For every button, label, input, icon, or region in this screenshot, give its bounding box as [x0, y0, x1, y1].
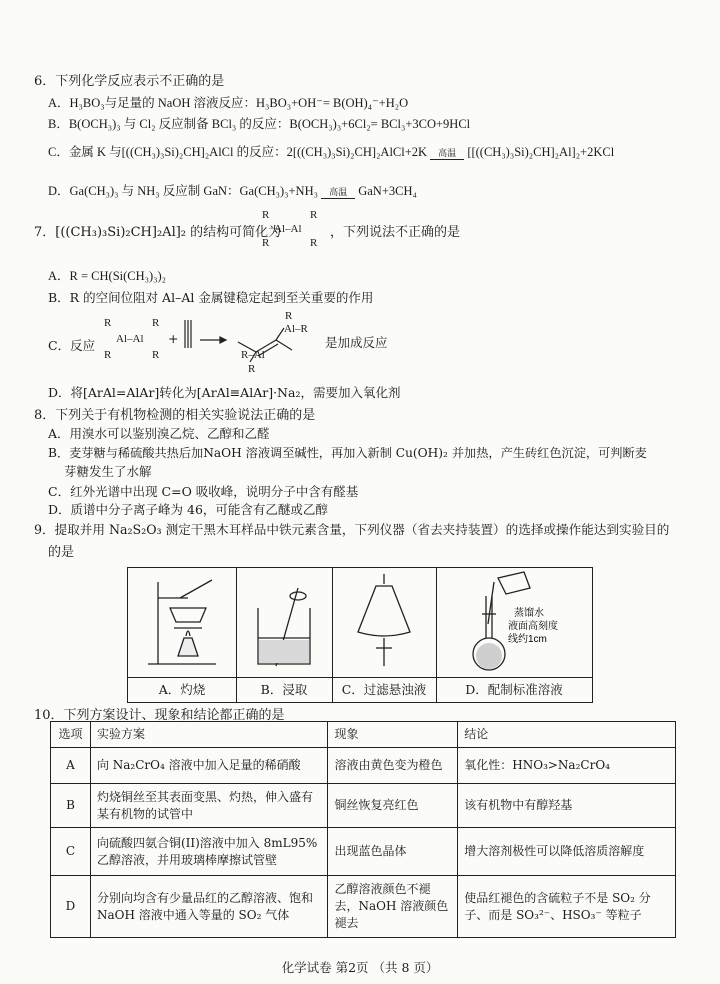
- table-header-row: [51, 722, 676, 748]
- q7-option-c-label: C．反应: [48, 338, 96, 353]
- row-label: D: [51, 876, 91, 938]
- row-conclusion: 增大溶剂极性可以降低溶质溶解度: [458, 828, 676, 876]
- apparatus-b: [236, 568, 333, 702]
- condition-text: 高温: [329, 187, 348, 197]
- table-row: [51, 876, 676, 938]
- q10-stem: 10．下列方案设计、现象和结论都正确的是: [34, 708, 285, 723]
- reaction-condition-arrow: [430, 149, 464, 160]
- alkyne-symbol: [185, 320, 191, 348]
- row-phenomenon: 出现蓝色晶体: [328, 828, 458, 876]
- plus-sign: +: [168, 331, 179, 346]
- row-plan: 向 Na₂CrO₄ 溶液中加入足量的稀硝酸: [90, 748, 328, 784]
- row-label: B: [51, 784, 91, 828]
- q8-stem: 8．下列关于有机物检测的相关实验说法正确的是: [34, 408, 316, 423]
- q8-option-b-line2: 芽糖发生了水解: [64, 464, 152, 479]
- r-group: R: [262, 209, 270, 221]
- page-footer: 化学试卷 第2页 （共 8 页）: [281, 960, 439, 975]
- q6-option-c: [48, 142, 614, 160]
- apparatus-a-label: A．灼烧: [158, 682, 206, 697]
- q6-option-d-left: D．Ga(CH₃)₃ 与 NH₃ 反应制 GaN：Ga(CH₃)₃+NH₃: [48, 184, 318, 198]
- q6-option-b: B．B(OCH₃)₃ 与 Cl₂ 反应制备 BCl₃ 的反应：B(OCH₃)₃+6Cl₂= BCl₃+3CO+9HCl: [48, 117, 471, 131]
- row-phenomenon: 乙醇溶液颜色不褪去，NaOH 溶液颜色褪去: [328, 876, 458, 938]
- q6-option-c-right: [[((CH₃)₃Si)₂CH]₂Al]₂+2KCl: [467, 145, 615, 159]
- row-plan: 向硫酸四氨合铜(II)溶液中加入 8mL95% 乙醇溶液，并用玻璃棒摩擦试管壁: [90, 828, 328, 876]
- header-option: 选项: [51, 722, 91, 748]
- product-r-al: R–Al: [241, 349, 265, 361]
- q6-option-a: A．H₃BO₃与足量的 NaOH 溶液反应：H₃BO₃+OH⁻= B(OH)₄⁻+H₂O: [48, 96, 409, 110]
- r-group: R: [152, 349, 160, 361]
- q8-option-b-line1: B．麦芽糖与稀硫酸共热后加NaOH 溶液调至碱性，再加入新制 Cu(OH)₂ 并加热，产生砖红色沉淀，可判断麦: [48, 446, 647, 460]
- r-group: R: [310, 237, 318, 249]
- row-conclusion: 氧化性：HNO₃>Na₂CrO₄: [458, 748, 676, 784]
- apparatus-b-label: B．浸取: [260, 682, 308, 697]
- condition-text: 高温: [438, 148, 457, 158]
- q9-stem-line2: 的是: [48, 545, 75, 560]
- product-r-bottom: R: [248, 363, 256, 375]
- row-phenomenon: 溶液由黄色变为橙色: [328, 748, 458, 784]
- r-group: R: [310, 209, 318, 221]
- q6-stem: 6．下列化学反应表示不正确的是: [34, 74, 225, 89]
- header-conclusion: 结论: [458, 722, 676, 748]
- reactant-al-dimer: [104, 313, 174, 363]
- product-al-r: Al–R: [284, 323, 308, 335]
- table-row: [51, 784, 676, 828]
- q9-stem-line1: 9．提取并用 Na₂S₂O₃ 测定干黑木耳样品中铁元素含量，下列仪器（省去夹持装置）的选择或操作能达到实验目的: [34, 522, 670, 537]
- q7-stem-right: ，下列说法不正确的是: [330, 225, 461, 240]
- r-group: R: [104, 349, 112, 361]
- al-dimer-structure: [262, 209, 332, 251]
- reaction-arrow: [200, 337, 226, 343]
- row-label: C: [51, 828, 91, 876]
- q8-option-c: C．红外光谱中出现 C=O 吸收峰，说明分子中含有醛基: [48, 484, 359, 499]
- r-group: R: [262, 237, 270, 249]
- q7-option-c-text: 是加成反应: [325, 335, 388, 350]
- d-note-1: 蒸馏水: [514, 608, 544, 619]
- row-conclusion: 该有机物中有醇羟基: [458, 784, 676, 828]
- r-group: R: [152, 317, 160, 329]
- q7-option-b: B．R 的空间位阻对 Al–Al 金属键稳定起到至关重要的作用: [48, 290, 374, 305]
- d-note-2: 液面高刻度: [508, 621, 558, 632]
- header-plan: 实验方案: [90, 722, 328, 748]
- separatory-funnel-drawing: [332, 568, 436, 676]
- table-row: [51, 748, 676, 784]
- beaker-drawing: [236, 568, 332, 676]
- al-al-bond: Al–Al: [274, 223, 302, 235]
- volumetric-flask-drawing: [436, 568, 592, 676]
- apparatus-c: [332, 568, 437, 702]
- q10-table: [50, 721, 676, 938]
- q7-stem-left: 7．[((CH₃)₃Si)₂CH]₂Al]₂ 的结构可简化为: [34, 225, 282, 240]
- al-al-bond: Al–Al: [116, 333, 144, 345]
- q8-option-a: A．用溴水可以鉴别溴乙烷、乙醇和乙醛: [48, 426, 270, 441]
- row-phenomenon: 铜丝恢复亮红色: [328, 784, 458, 828]
- header-phenomenon: 现象: [328, 722, 458, 748]
- row-plan: 分别向均含有少量品红的乙醇溶液、饱和 NaOH 溶液中通入等量的 SO₂ 气体: [90, 876, 328, 938]
- product-r-top: R: [285, 310, 293, 322]
- q8-option-d: D．质谱中分子离子峰为 46，可能含有乙醚或乙醇: [48, 502, 328, 517]
- row-plan: 灼烧铜丝至其表面变黑、灼热，伸入盛有某有机物的试管中: [90, 784, 328, 828]
- q6-option-c-left: C．金属 K 与[((CH₃)₃Si)₂CH]₂AlCl 的反应：2[((CH₃)₃Si)₂CH]₂AlCl+2K: [48, 145, 428, 159]
- table-row: [51, 828, 676, 876]
- r-group: R: [104, 317, 112, 329]
- row-label: A: [51, 748, 91, 784]
- q6-option-d: [48, 181, 417, 199]
- q6-option-d-right: GaN+3CH₄: [358, 184, 417, 198]
- q7-option-d: D．将[ArAl=AlAr]转化为[ArAl≡AlAr]·Na₂，需要加入氧化剂: [48, 385, 401, 400]
- d-note-3: 线约1cm: [508, 634, 547, 645]
- apparatus-d-label: D．配制标准溶液: [465, 682, 563, 697]
- crucible-burner-drawing: [128, 568, 236, 676]
- apparatus-figure: [127, 567, 593, 703]
- q7-option-a: A．R = CH(Si(CH₃)₃)₂: [48, 269, 167, 283]
- reaction-condition-arrow: [321, 188, 355, 199]
- row-conclusion: 使品红褪色的含硫粒子不是 SO₂ 分子、而是 SO₃²⁻、HSO₃⁻ 等粒子: [458, 876, 676, 938]
- apparatus-d: [436, 568, 592, 702]
- apparatus-c-label: C．过滤悬浊液: [341, 682, 427, 697]
- apparatus-a: [128, 568, 237, 702]
